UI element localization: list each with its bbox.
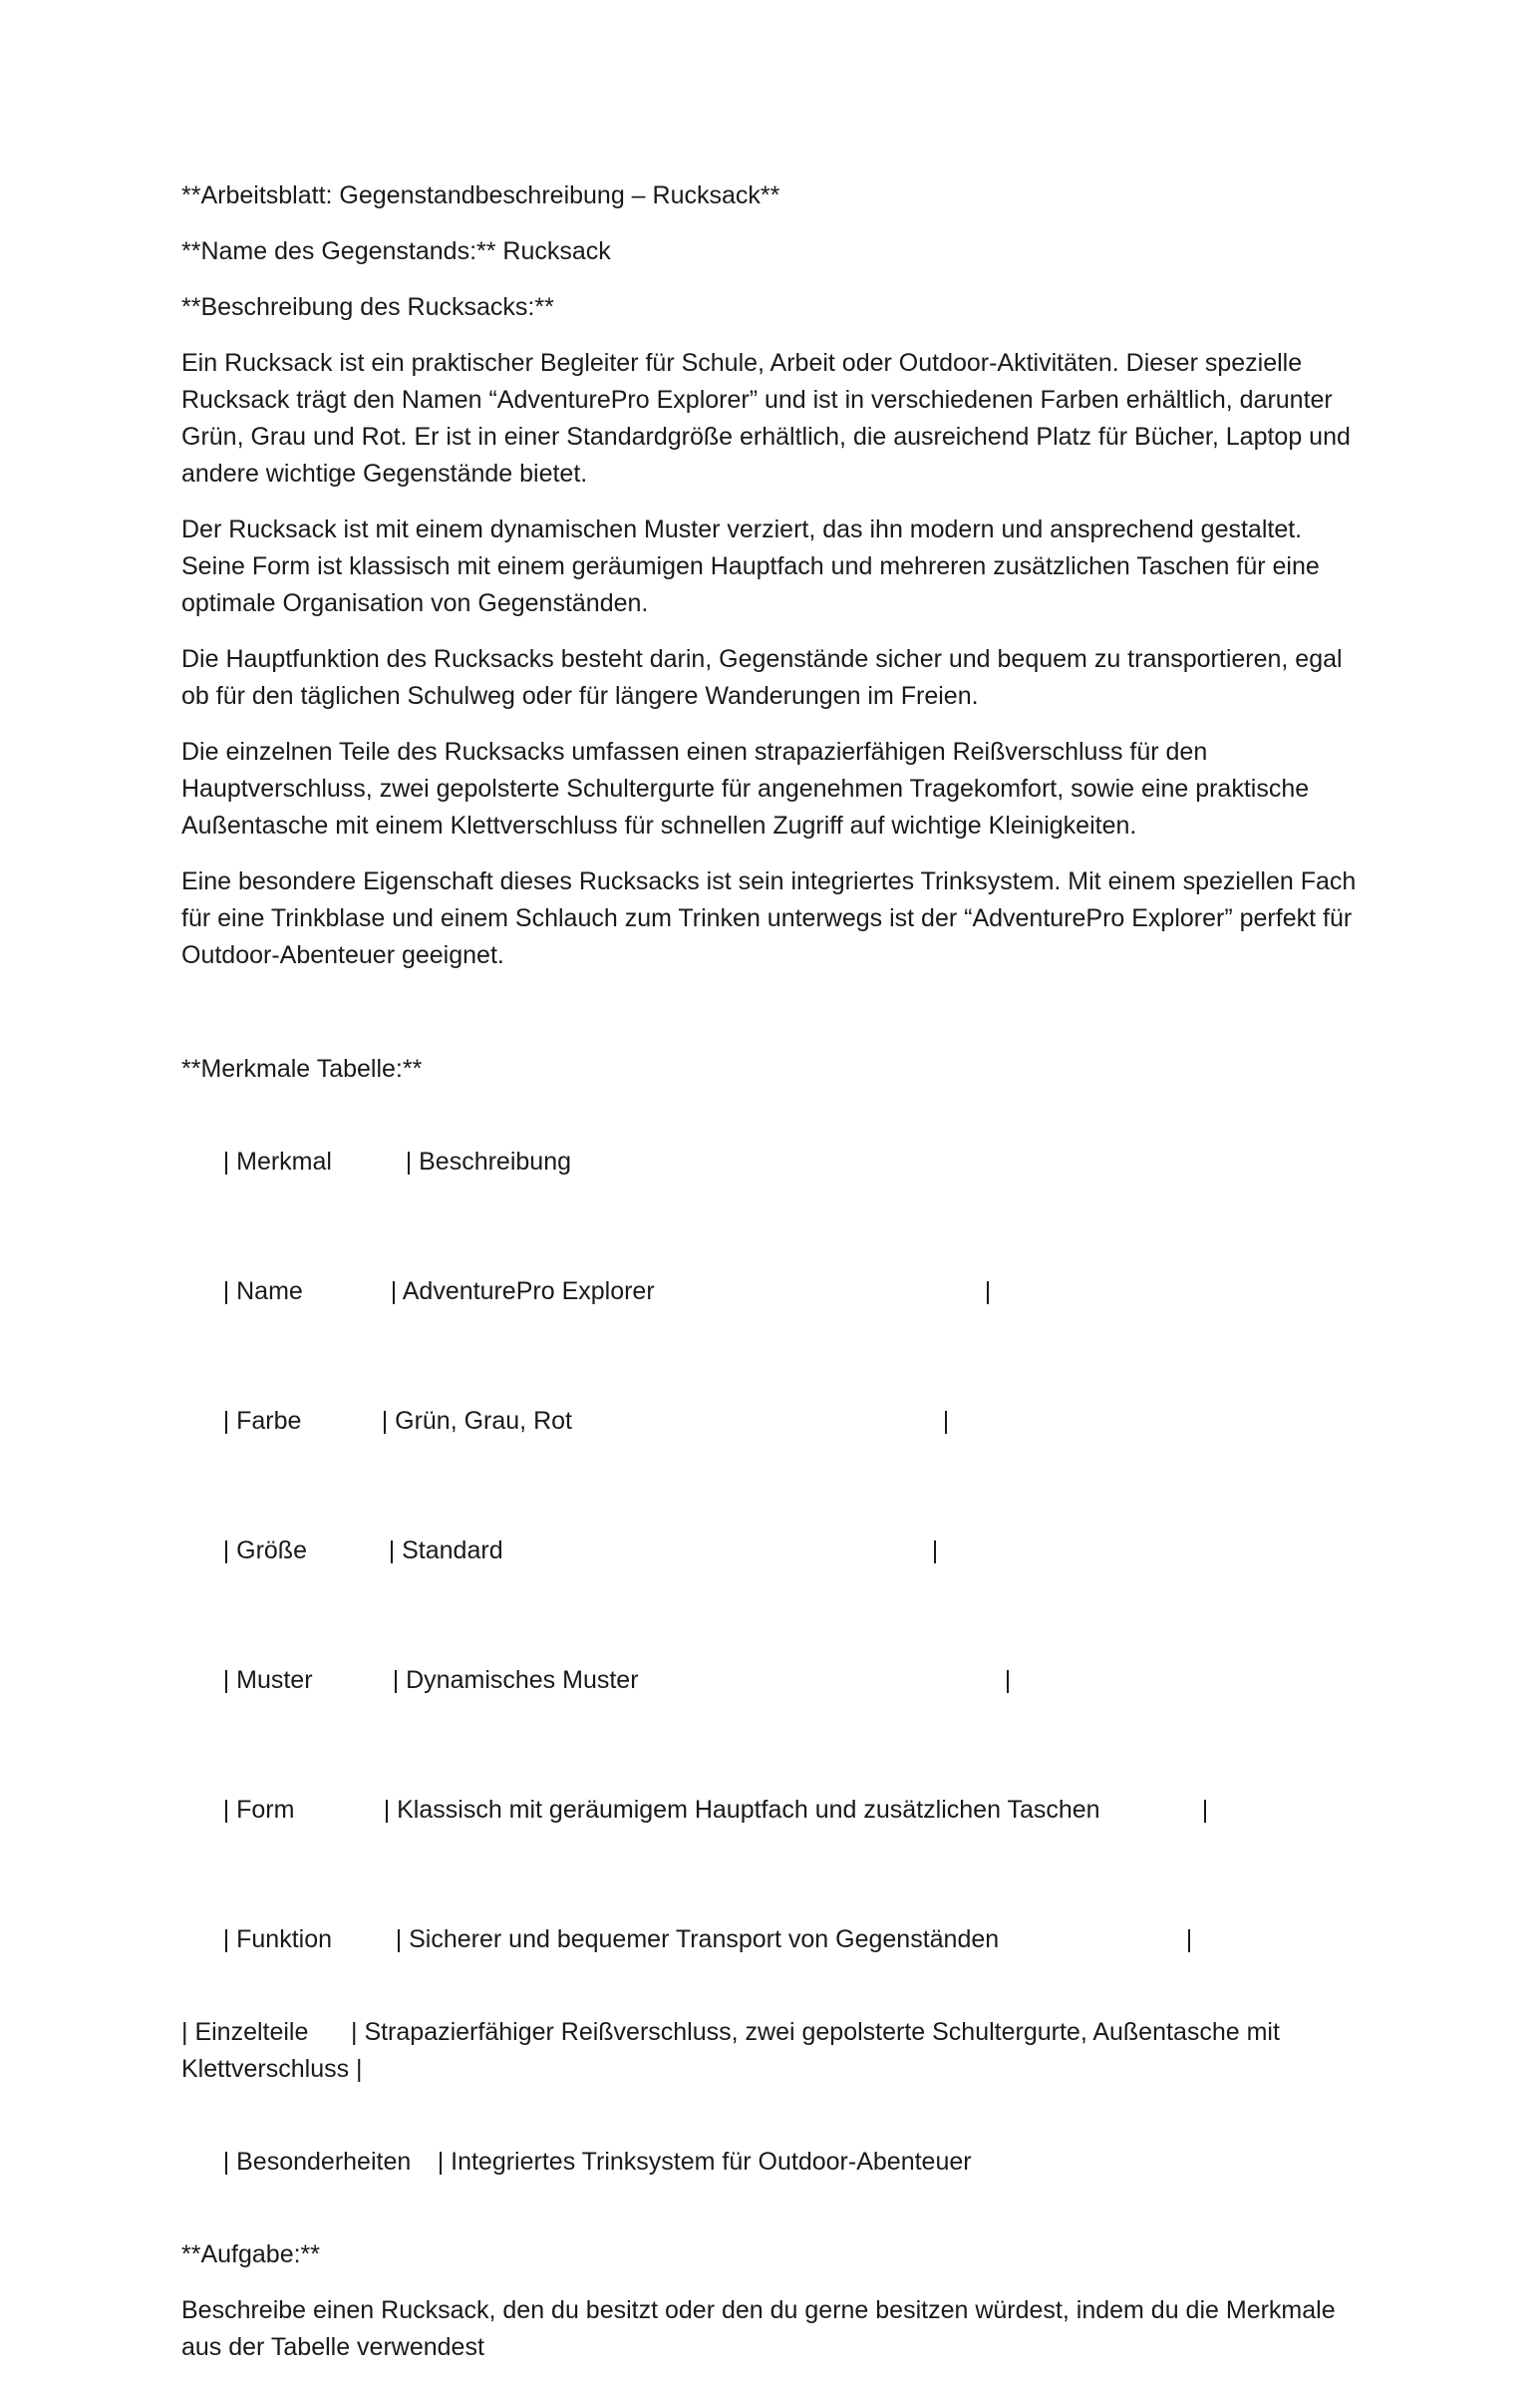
table-cell-feature: | Größe	[222, 1536, 307, 1564]
table-cell-end: |	[942, 1407, 950, 1435]
table-header-cell: | Merkmal	[222, 1148, 332, 1176]
table-row	[181, 2107, 1368, 2217]
table-row	[181, 1884, 1368, 1995]
description-paragraph: Der Rucksack ist mit einem dynamischen Muster verziert, das ihn modern und ansprechend gestaltet. Seine Form ist klassisch mit einem geräumigen Hauptfach und mehreren zusätzlichen Taschen für eine optimale Organisation von Gegenständen.	[181, 515, 1320, 617]
table-cell-feature: | Einzelteile	[181, 2018, 309, 2046]
description-paragraph: Die einzelnen Teile des Rucksacks umfassen einen strapazierfähigen Reißverschluss für den Hauptverschluss, zwei gepolsterte Schultergurte für angenehmen Tragekomfort, sowie eine praktische Außentasche mit einem Klettverschluss für schnellen Zugriff auf wichtige Kleinigkeiten.	[181, 738, 1310, 840]
table-cell-feature: | Farbe	[222, 1407, 302, 1435]
worksheet-title: **Arbeitsblatt: Gegenstandbeschreibung – Rucksack**	[181, 181, 780, 209]
table-cell-feature: | Name	[222, 1277, 303, 1305]
table-cell-end: |	[1004, 1666, 1012, 1694]
description-paragraph: Eine besondere Eigenschaft dieses Rucksacks ist sein integriertes Trinksystem. Mit einem speziellen Fach für eine Trinkblase und einem Schlauch zum Trinken unterwegs ist der “AdventurePro Explorer” perfekt für Outdoor-Abenteuer geeignet.	[181, 867, 1357, 969]
table-row	[181, 2014, 1368, 2088]
object-name-line: **Name des Gegenstands:** Rucksack	[181, 237, 611, 265]
table-cell-description: | Sicherer und bequemer Transport von Gegenständen	[395, 1925, 1000, 1953]
task-text: Beschreibe einen Rucksack, den du besitzt oder den du gerne besitzen würdest, indem du die Merkmale aus der Tabelle verwendest	[181, 2296, 1336, 2361]
task-heading: **Aufgabe:**	[181, 2240, 321, 2268]
table-cell-feature: | Funktion	[222, 1925, 333, 1953]
table-cell-description: | Standard	[388, 1536, 503, 1564]
table-cell-description: | Integriertes Trinksystem für Outdoor-Abenteuer	[437, 2148, 972, 2176]
worksheet-body	[181, 177, 1368, 2385]
description-paragraph: Ein Rucksack ist ein praktischer Begleiter für Schule, Arbeit oder Outdoor-Aktivitäten. Dieser spezielle Rucksack trägt den Namen “AdventurePro Explorer” und ist in verschiedenen Farben erhältlich, darunter Grün, Grau und Rot. Er ist in einer Standardgröße erhältlich, die ausreichend Platz für Bücher, Laptop und andere wichtige Gegenstände bietet.	[181, 349, 1351, 488]
table-header-row	[181, 1107, 1368, 1217]
table-row	[181, 1625, 1368, 1736]
spacer	[181, 993, 1368, 1051]
table-cell-description: | Klassisch mit geräumigem Hauptfach und zusätzlichen Taschen	[383, 1796, 1100, 1824]
table-cell-feature: | Besonderheiten	[222, 2148, 412, 2176]
description-paragraph: Die Hauptfunktion des Rucksacks besteht darin, Gegenstände sicher und bequem zu transportieren, egal ob für den täglichen Schulweg oder für längere Wanderungen im Freien.	[181, 645, 1343, 710]
table-cell-description: | Strapazierfähiger Reißverschluss, zwei gepolsterte Schultergurte, Außentasche mit Klettverschluss |	[181, 2018, 1280, 2083]
table-header-cell: | Beschreibung	[405, 1148, 572, 1176]
table-cell-description: | AdventurePro Explorer	[390, 1277, 655, 1305]
table-row	[181, 1366, 1368, 1477]
table-cell-description: | Dynamisches Muster	[392, 1666, 639, 1694]
table-heading: **Merkmale Tabelle:**	[181, 1055, 423, 1083]
table-cell-feature: | Muster	[222, 1666, 313, 1694]
table-cell-end: |	[1185, 1925, 1193, 1953]
table-cell-end: |	[1201, 1796, 1209, 1824]
table-row	[181, 1496, 1368, 1606]
table-cell-end: |	[984, 1277, 992, 1305]
table-row	[181, 1236, 1368, 1347]
table-cell-description: | Grün, Grau, Rot	[381, 1407, 572, 1435]
description-heading: **Beschreibung des Rucksacks:**	[181, 293, 554, 321]
table-cell-feature: | Form	[222, 1796, 295, 1824]
table-cell-end: |	[931, 1536, 939, 1564]
table-row	[181, 1755, 1368, 1866]
